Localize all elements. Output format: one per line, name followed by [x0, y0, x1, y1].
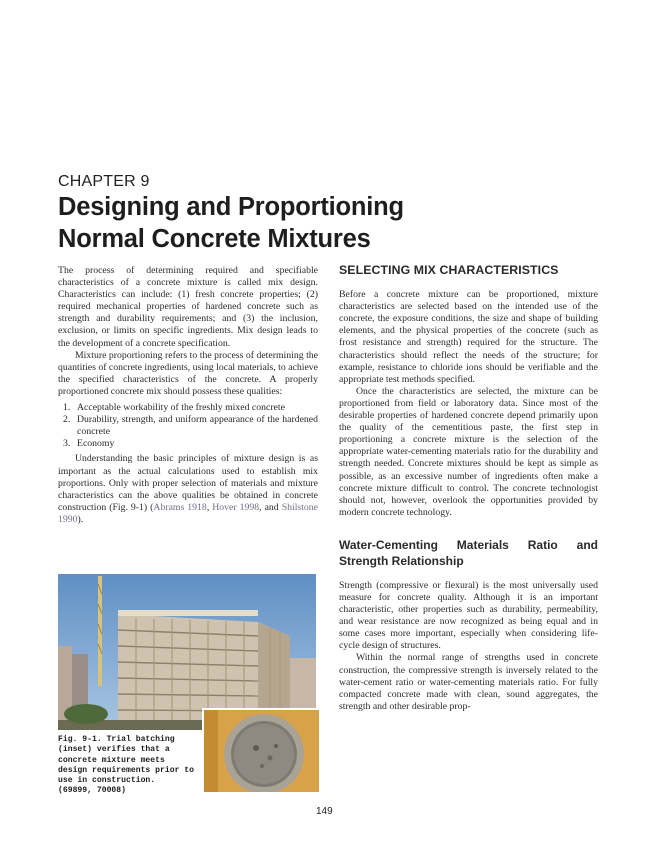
figure-caption-text: Fig. 9-1. Trial batching (inset) verifies that a concrete mixture meets design requirements prior to use in construction.: [58, 735, 194, 786]
chapter-title: [58, 191, 478, 255]
list-item: 1. Acceptable workability of the freshly mixed concrete: [63, 402, 285, 414]
strength-paragraph: Strength (compressive or flexural) is the most universally used measure for concrete quality. Although it is an important characteristic, other properties such as durability, permeability, and wear resistance are now recognized as being equal and in some cases more important, especially when considering life-cycle design of structures.: [339, 579, 598, 652]
citation-link-hover[interactable]: Hover 1998: [212, 501, 260, 513]
list-item: 3. Economy: [63, 438, 115, 450]
right-column: [339, 264, 598, 713]
left-column: [58, 265, 318, 526]
chapter-title-line-1: Designing and Proportioning: [58, 193, 404, 221]
strength-range-paragraph: Within the normal range of strengths used in concrete construction, the compressive strength is inversely related to the water-cement ratio or water-cementing materials ratio. For fully compacted concrete made with clean, sound aggregates, the strength and other desirable prop-: [339, 652, 598, 712]
trial-batch-inset-photo: [202, 708, 319, 792]
figure-caption: [58, 735, 198, 797]
proportioning-data-paragraph: Once the characteristics are selected, the mixture can be proportioned from field or laboratory data. Since most of the desirable properties of hardened concrete depend primarily upon the quality of the cementitious paste, the first step in proportioning a concrete mixture is the selection of the appropriate water-cementing materials ratio for the durability and strength needed. Concrete mixtures should be kept as simple as possible, as an excessive number of ingredients often make a concrete mixture difficult to control. The concrete technologist should not, however, overlook the opportunities provided by modern concrete technology.: [339, 385, 598, 518]
page-number: 149: [316, 806, 333, 817]
section-heading: SELECTING MIX CHARACTERISTICS: [339, 263, 559, 277]
building-construction-photo: [58, 574, 316, 730]
proportioning-paragraph: Mixture proportioning refers to the process of determining the quantities of concrete ingredients, using local materials, to achieve the specified characteristics of the concrete. A properly proportioned concrete mix should possess these qualities:: [58, 349, 318, 397]
intro-paragraph: The process of determining required and specifiable characteristics of a concrete mixture is called mix design. Characteristics can include: (1) fresh concrete properties; (2) required mechanical properties of hardened concrete such as strength and durability requirements; and (3) the inclusion, exclusion, or limits on specific ingredients. Mix design leads to the development of a concrete specification.: [58, 265, 318, 349]
principles-paragraph: Understanding the basic principles of mixture design is as important as the actual calculations used to establish mix proportions. Only with proper selection of materials and mixture characteristics can the above qualities be obtained in concrete construction (Fig. 9-1) (Abrams 1918, Hover 1998, and Shilstone 1990).: [58, 453, 318, 525]
citation-link-shilstone[interactable]: Shilstone 1990: [58, 501, 318, 525]
chapter-label: CHAPTER 9: [58, 173, 150, 190]
citation-link-abrams[interactable]: Abrams 1918: [153, 501, 207, 513]
figure-photo-ids: (69899, 70008): [58, 786, 126, 796]
subsection-heading: Water-Cementing Materials Ratio and Strength Relationship: [339, 537, 598, 568]
chapter-title-line-2: Normal Concrete Mixtures: [58, 225, 371, 253]
qualities-list: [58, 402, 318, 450]
list-item: 2. Durability, strength, and uniform appearance of the hardened concrete: [63, 414, 318, 438]
mix-characteristics-paragraph: Before a concrete mixture can be proportioned, mixture characteristics are selected based on the intended use of the concrete, the exposure conditions, the size and shape of building elements, and the physical properties of the concrete (such as frost resistance and strength) required for the structure. The characteristics should reflect the needs of the structure; for example, resistance to chloride ions should be verifiable and the appropriate test methods specified.: [339, 289, 598, 385]
